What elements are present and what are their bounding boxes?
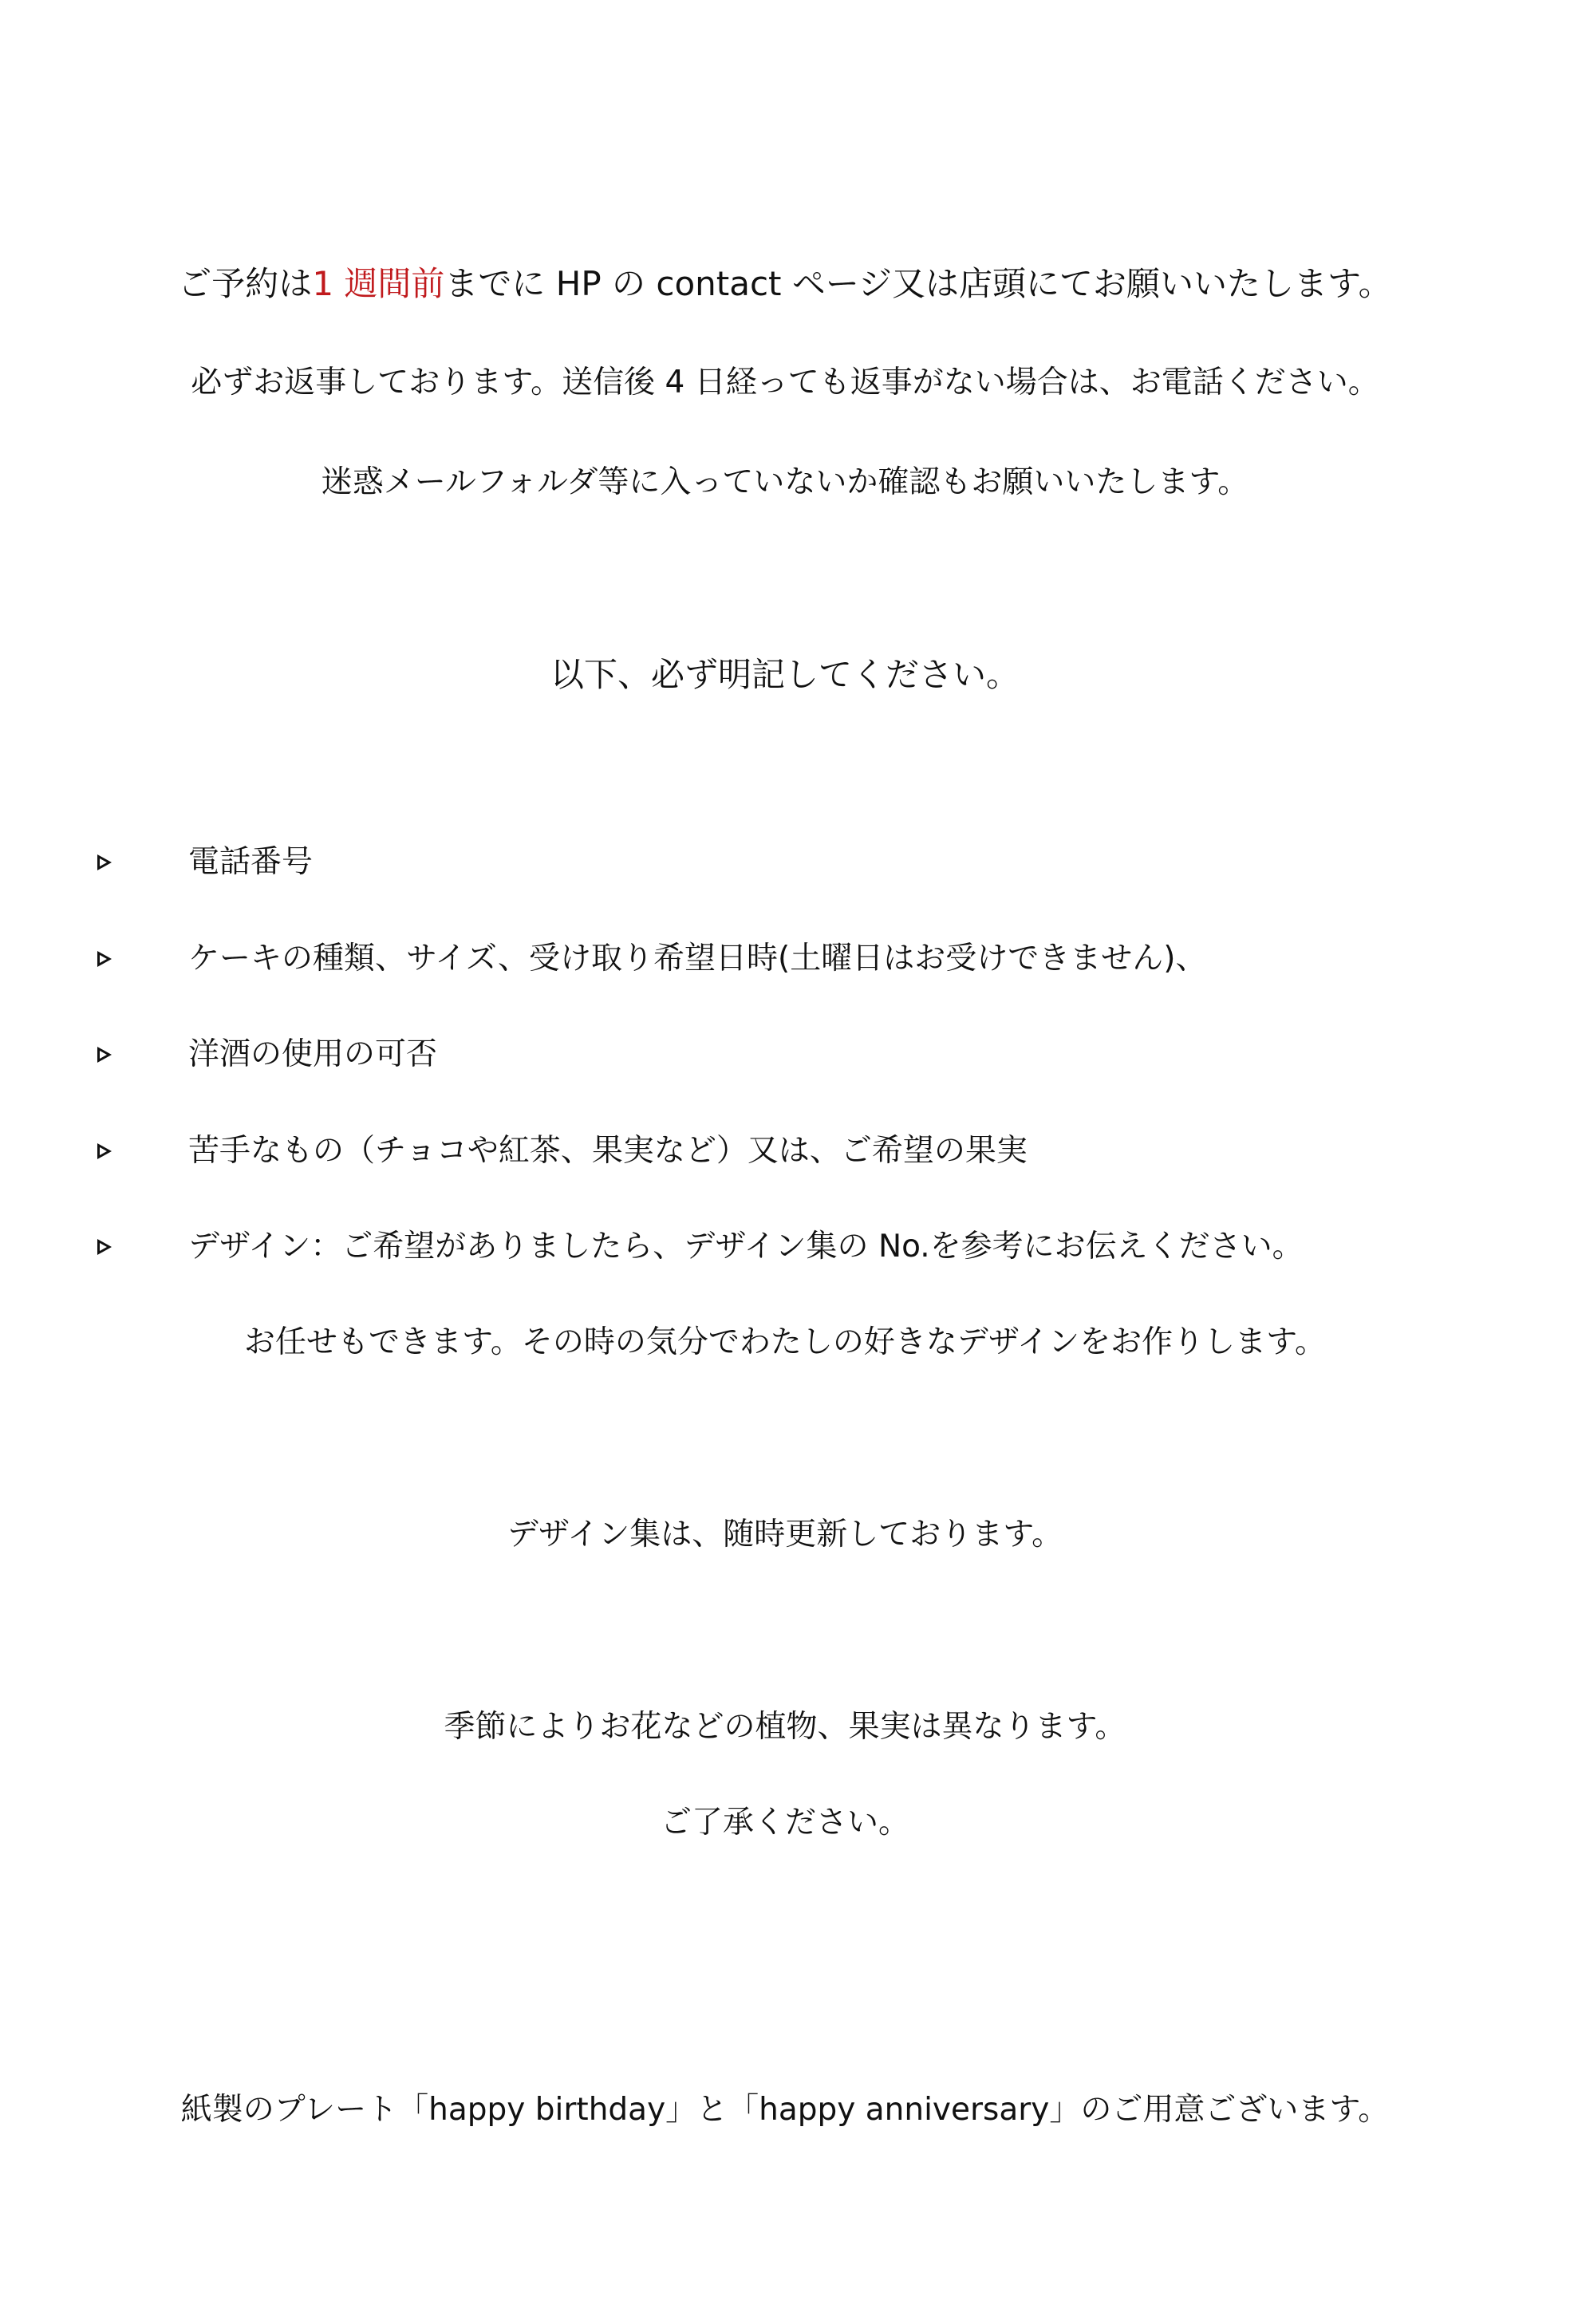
design-omakase-note: お任せもできます。その時の気分でわたしの好きなデザインをお作りします。 bbox=[243, 1324, 1327, 1360]
list-item-text: デザイン：ご希望がありましたら、デザイン集の No.を参考にお伝えください。 bbox=[188, 1229, 1304, 1265]
spam-check-line: 迷惑メールフォルダ等に入っていないか確認もお願いいたします。 bbox=[321, 464, 1249, 500]
reservation-deadline-highlight: 1 週間前 bbox=[312, 264, 445, 303]
reservation-deadline-line bbox=[0, 264, 1570, 303]
triangle-bullet-icon bbox=[97, 1143, 112, 1159]
required-heading: 以下、必ず明記してください。 bbox=[550, 655, 1020, 694]
design-update-note: デザイン集は、随時更新しております。 bbox=[507, 1517, 1063, 1553]
list-item-text: 電話番号 bbox=[188, 844, 314, 880]
reservation-text-end: までに HP の contact ページ又は店頭にてお願いいたします。 bbox=[444, 264, 1392, 303]
reservation-text-start: ご予約は bbox=[178, 264, 313, 303]
paper-plate-note: 紙製のプレート「happy birthday」と「happy anniversary」のご用意ございます。 bbox=[180, 2092, 1390, 2128]
acknowledgement-note: ご了承ください。 bbox=[660, 1805, 909, 1841]
reply-policy-line: 必ずお返事しております。送信後 4 日経っても返事がない場合は、お電話ください。 bbox=[191, 365, 1379, 400]
list-item-text: 洋酒の使用の可否 bbox=[188, 1036, 438, 1072]
list-item-text: 苦手なもの（チョコや紅茶、果実など）又は、ご希望の果実 bbox=[188, 1133, 1028, 1169]
seasonal-variation-note: 季節によりお花などの植物、果実は異なります。 bbox=[444, 1709, 1126, 1745]
triangle-bullet-icon bbox=[97, 854, 112, 870]
triangle-bullet-icon bbox=[97, 1239, 112, 1255]
triangle-bullet-icon bbox=[97, 1047, 112, 1063]
triangle-bullet-icon bbox=[97, 951, 112, 967]
list-item-text: ケーキの種類、サイズ、受け取り希望日時(土曜日はお受けできません)、 bbox=[188, 941, 1207, 977]
